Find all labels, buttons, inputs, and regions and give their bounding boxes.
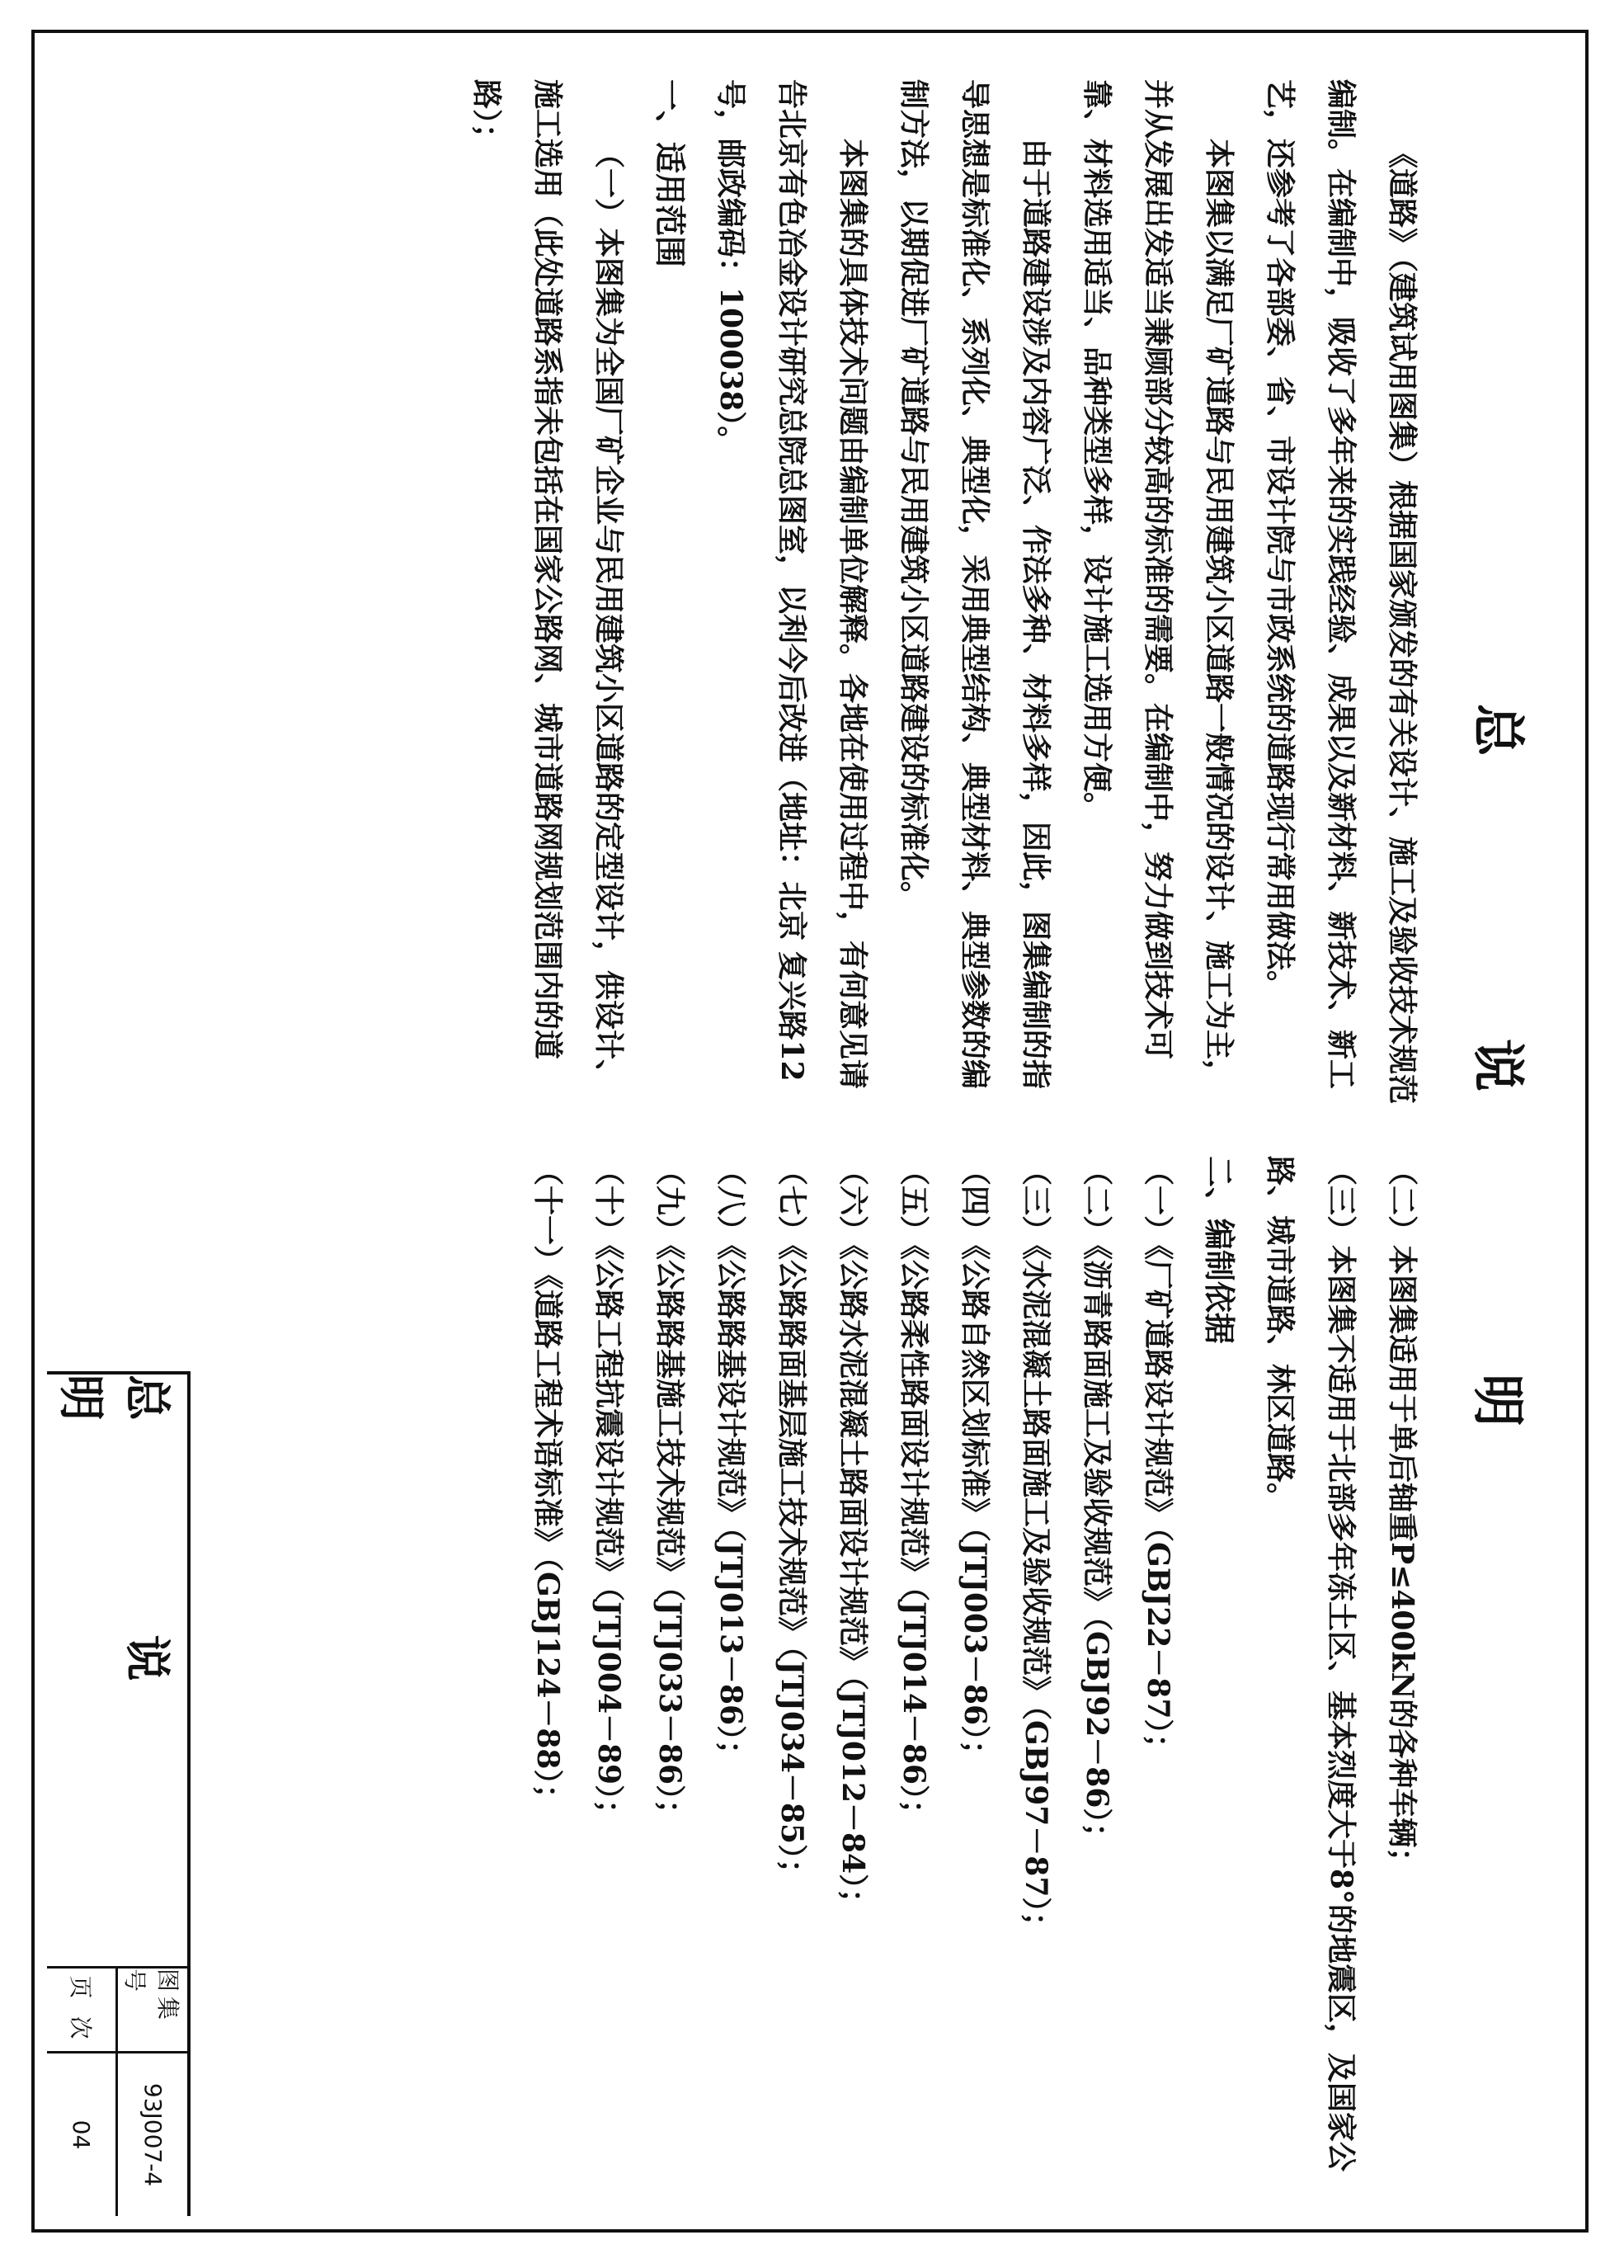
reference-item: （五）《公路柔性路面设计规范》（JTJ014－86）； bbox=[897, 1156, 931, 1830]
sheet-content bbox=[47, 46, 1573, 2216]
page-number-row bbox=[47, 1969, 119, 2216]
atlas-number-label: 图集号 bbox=[119, 1969, 188, 2053]
intro-paragraph-1: 《道路》（建筑试用图集）根据国家颁发的有关设计、施工及验收技术规范编制。在编制中，吸收了多年来的实践经验、成果以及新材料、新技术、新工艺，还参考了各部委、省、市设计院与市政系统的道路现行常用做法。 bbox=[1263, 79, 1419, 1105]
reference-item: （二）《沥青路面施工及验收规范》（GBJ92－86）； bbox=[1080, 1156, 1114, 1853]
atlas-number-row bbox=[119, 1969, 188, 2216]
page-title: 总 说 明 bbox=[1466, 703, 1528, 1559]
scope-item-1: （一）本图集为全国厂矿企业与民用建筑小区道路的定型设计，供设计、施工选用（此处道路系指未包括在国家公路网、城市道路网规划范围内的道路）； bbox=[469, 79, 626, 1090]
section-heading-basis: 二、编制依据 bbox=[1201, 1156, 1237, 1345]
title-block bbox=[47, 1371, 191, 2216]
reference-item: （八）《公路路基设计规范》（JTJ013－86）； bbox=[713, 1156, 748, 1771]
intro-paragraph-4: 本图集的具体技术问题由编制单位解释。各地在使用过程中，有何意见请告北京有色冶金设计研究总院总图室，以利今后改进（地址：北京 复兴路12号，邮政编码：100038）。 bbox=[713, 79, 870, 1090]
page-number-label: 页 次 bbox=[47, 1969, 116, 2053]
reference-item: （一）《厂矿道路设计规范》（GBJ22－87）； bbox=[1141, 1156, 1175, 1764]
drawing-frame bbox=[31, 30, 1589, 2233]
page-number-value: 04 bbox=[68, 2119, 96, 2150]
left-column bbox=[195, 79, 1433, 1115]
scope-item-3: （三）本图集不适用于北部多年冻土区、基本烈度大于8°的地震区，及国家公路、城市道路、林区道路。 bbox=[1263, 1156, 1358, 2172]
atlas-number-value: 93J007-4 bbox=[139, 2082, 167, 2187]
reference-item: （六）《公路水泥混凝土路面设计规范》（JTJ012－84）； bbox=[836, 1156, 870, 1919]
title-block-meta bbox=[47, 1966, 187, 2216]
scope-item-2: （二）本图集适用于单后轴重P≤400kN的各种车辆； bbox=[1385, 1156, 1419, 1878]
reference-item: （三）《水泥混凝土路面施工及验收规范》（GBJ97－87）； bbox=[1019, 1156, 1053, 1942]
reference-item: （四）《公路自然区划标准》（JTJ003－86）； bbox=[958, 1156, 992, 1771]
intro-paragraph-2: 本图集以满足厂矿道路与民用建筑小区道路一般情况的设计、施工为主，并从发展出发适当兼顾部分较高的标准的需要。在编制中，努力做到技术可靠、材料选用适当、品种类型多样，设计施工选用方便。 bbox=[1080, 79, 1236, 1090]
right-column bbox=[195, 1156, 1433, 2191]
text-columns bbox=[195, 79, 1433, 2191]
title-block-title: 总 说 明 bbox=[54, 1374, 173, 1780]
intro-paragraph-3: 由于道路建设涉及内容广泛、作法多种、材料多样，因此，图集编制的指导思想是标准化、系列化、典型化，采用典型结构、典型材料、典型参数的编制方法，以期促进厂矿道路与民用建筑小区道路建设的标准化。 bbox=[897, 79, 1053, 1090]
section-heading-scope: 一、适用范围 bbox=[652, 79, 688, 268]
reference-item: （十）《公路工程抗震设计规范》（JTJ004－89）； bbox=[591, 1156, 626, 1830]
reference-item: （十一）《道路工程术语标准》（GBJ124－88）； bbox=[530, 1156, 565, 1814]
reference-item: （七）《公路路面基层施工技术规范》（JTJ034－85）； bbox=[774, 1156, 809, 1889]
reference-item: （九）《公路路基施工技术规范》（JTJ033－86）； bbox=[652, 1156, 687, 1830]
